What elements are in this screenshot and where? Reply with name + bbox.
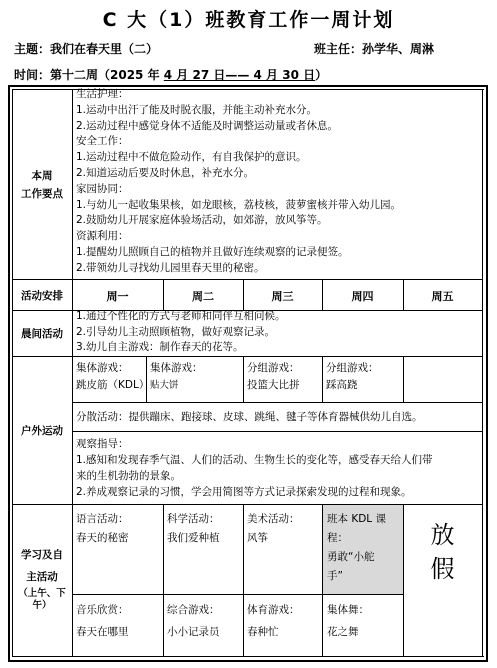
learning-r2-c4: 集体舞： 花之舞: [327, 604, 369, 638]
learning-r2-c3: 体育游戏： 春种忙: [247, 604, 300, 638]
theme-label: 主题：我们在春天里（二）: [14, 42, 159, 56]
morning-label: 晨间活动: [21, 328, 63, 340]
schedule-label: 活动安排: [21, 290, 63, 302]
time-suffix: ）: [315, 68, 328, 82]
focus-line: 1.运动过程中不做危险动作，有自我保护的意识。: [76, 151, 307, 164]
morning-line: 1.通过个性化的方式与老师和同伴互相问候。: [76, 310, 286, 322]
outdoor-game-4: 分组游戏： 踩高跷: [326, 362, 379, 391]
learning-r1-c3: 美术活动： 风筝: [247, 513, 300, 544]
learning-r1-c4: 班本 KDL 课 程： 勇敢“小舵 手”: [327, 513, 386, 582]
focus-line: 生活护理：: [76, 88, 129, 100]
weekly-focus-label: 本周 工作要点: [21, 170, 63, 200]
learning-r1-c1: 语言活动： 春天的秘密: [76, 513, 129, 544]
morning-content: [76, 309, 286, 356]
day-thursday: 周四: [351, 290, 374, 303]
day-wednesday: 周三: [271, 290, 294, 303]
time-range: 4 月 27 日—— 4 月 30 日: [163, 68, 316, 82]
focus-line: 1.运动中出汗了能及时脱衣服，并能主动补充水分。: [76, 103, 318, 116]
day-tuesday: 周二: [192, 290, 214, 303]
focus-line: 家园协同：: [76, 182, 129, 195]
holiday-text: 放 假: [430, 521, 455, 583]
outdoor-game-2: 集体游戏： 贴大饼: [150, 362, 203, 391]
page-title: C 大（1）班教育工作一周计划: [102, 9, 395, 31]
focus-line: 1.提醒幼儿照顾自己的植物并且做好连续观察的记录便签。: [76, 245, 349, 258]
outdoor-label: 户外运动: [21, 425, 63, 437]
outdoor-game-3: 分组游戏： 投篮大比拼: [247, 362, 300, 391]
focus-line: 安全工作：: [76, 135, 129, 148]
focus-line: 2.带领幼儿寻找幼儿园里春天里的秘密。: [76, 261, 265, 274]
time-prefix: 时间：第十二周（2025 年: [14, 68, 164, 82]
day-friday: 周五: [431, 290, 454, 303]
learning-r1-c2: 科学活动： 我们爱种植: [167, 513, 220, 544]
focus-line: 2.运动过程中感觉身体不适能及时调整运动量或者休息。: [76, 119, 339, 132]
learning-r2-c1: 音乐欣赏： 春天在哪里: [76, 604, 129, 638]
day-monday: 周一: [106, 290, 129, 303]
focus-line: 2.知道运动后要及时休息，补充水分。: [76, 166, 255, 179]
weekly-focus-content: [76, 87, 401, 277]
focus-line: 1.与幼儿一起收集果核，如龙眼核，荔枝核，菠萝蜜核并带入幼儿园。: [76, 198, 402, 211]
morning-line: 2.引导幼儿主动照顾植物，做好观察记录。: [76, 325, 276, 338]
learning-label: 学习及自 主活动 （上午、下 午）: [18, 549, 66, 611]
teacher-label: 班主任：孙学华、周淋: [314, 42, 435, 56]
focus-line: 2.鼓励幼儿开展家庭体验场活动，如郊游，放风筝等。: [76, 214, 328, 227]
morning-line: 3.幼儿自主游戏：制作春天的花等。: [76, 341, 244, 353]
outdoor-scattered: 分散活动：提供蹦床、跑接球、皮球、跳绳、毽子等体育器械供幼儿自选。: [76, 411, 423, 423]
outdoor-observe: 观察指导： 1.感知和发现春季气温、人们的活动、生物生长的变化等，感受春天给人们带 来的生机勃勃的景象。 2.养成观察记录的习惯，学会用简图等方式记录探索发现的过程和现象。: [76, 438, 433, 498]
learning-r2-c2: 综合游戏： 小小记录员: [167, 604, 220, 638]
outdoor-game-1: 集体游戏： 跳皮筋（KDL）: [76, 362, 150, 391]
focus-line: 资源利用：: [76, 230, 129, 243]
time-label: [14, 66, 327, 83]
